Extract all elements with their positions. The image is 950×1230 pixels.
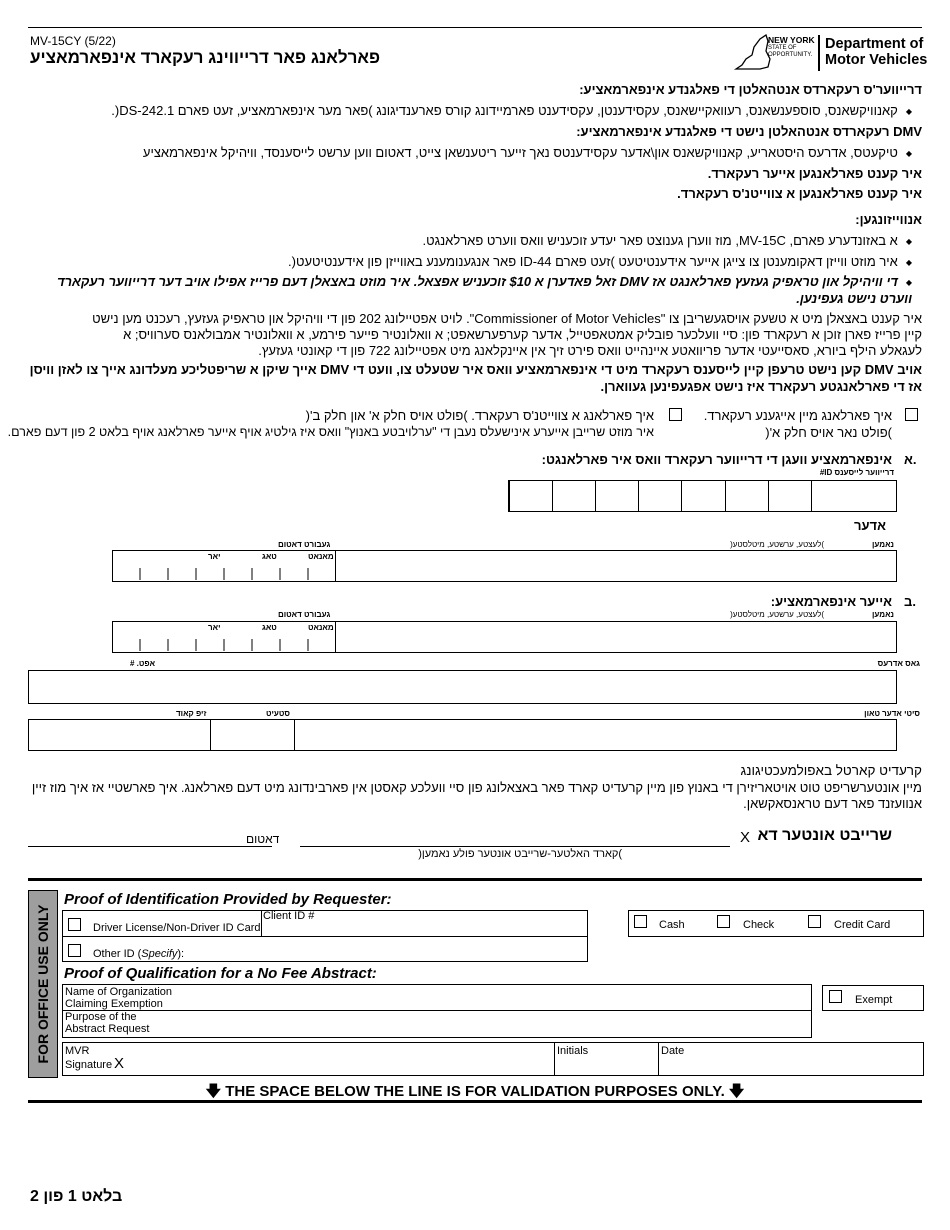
b-dob-label: געבורט דאטום: [278, 610, 331, 619]
check-label: Check: [743, 919, 775, 931]
license-option-checkbox[interactable]: [68, 918, 81, 931]
form-number: MV-15CY (5/22): [30, 34, 116, 48]
mvr-label: MVR: [65, 1045, 90, 1057]
office-date-label: Date: [661, 1045, 685, 1057]
other-id-label-start: Other ID (: [93, 948, 142, 960]
license-id-field[interactable]: [508, 480, 897, 512]
form-title: פארלאנג פאר דרייווינג רעקארד אינפארמאציע: [30, 48, 381, 67]
payment-line1: איר קענט באצאלן מיט א טשעק אויסגעשריבן צו "Commissioner of Motor Vehicles". לויט אפטיילונג 202 פון די וויהיקל און טראפיק געזעץ, רעכנט מען נישט: [92, 311, 922, 326]
cash-checkbox[interactable]: [634, 915, 647, 928]
check-checkbox[interactable]: [717, 915, 730, 928]
other-id-specify: Specify: [141, 948, 178, 960]
down-arrow-icon: 🡇: [205, 1083, 222, 1100]
credit-heading: קרעדיט קארטל באפולמעכטיגונג: [740, 763, 922, 778]
dmv-record-bullet: ◆ טיקעטס, אדרעס היסטאריע, קאנוויקשאנס און\אדער עקסידענטס נאך זייער ריטענשאן צייט, דאטום ווען ערשט לייסענסד, וויהיקל אינפארמאציע: [143, 145, 912, 160]
other-id-label-end: ):: [177, 948, 185, 960]
validation-rule: [28, 1100, 922, 1103]
proof-id-heading: Proof of Identification Provided by Requester:: [64, 891, 392, 908]
logo-department: [825, 36, 927, 68]
office-use-label: FOR OFFICE USE ONLY: [35, 904, 51, 1064]
credit-card-checkbox[interactable]: [808, 915, 821, 928]
logo-dept-line2: Motor Vehicles: [825, 52, 928, 68]
credit-text-line1: מיין אונטערשריפט טוט אויטאריזירן די באנוץ פון מיין קרעדיט קארד פאר באצאלונג פון סיי וועלכע קאסטן אין פארבינדונג מיט דעם פארלאנג. איך פארשטיי אז איך מוז זיין: [31, 780, 922, 795]
section-a-heading: אינפארמאציע וועגן די דרייווער רעקארד וואס איר פארלאנגט:: [541, 452, 892, 467]
other-id-label: [93, 948, 184, 960]
top-rule: [28, 27, 922, 28]
logo-state-line3: OPPORTUNITY.: [768, 52, 813, 58]
other-record-checkbox[interactable]: [669, 408, 682, 421]
a-name-label: נאמען: [872, 540, 894, 549]
state-label: סטעיט: [266, 709, 290, 718]
section-b-letter: ב.: [904, 594, 916, 609]
office-top-rule: [28, 878, 922, 881]
org-label-line2: Claiming Exemption: [65, 998, 163, 1010]
license-option-label: Driver License/Non-Driver ID Card: [93, 922, 261, 934]
b-month-label: מאנאט: [308, 623, 334, 632]
other-record-line: איר קענט פארלאנגען א צווייטנ'ס רעקארד.: [677, 186, 922, 201]
apt-label: אפט. #: [130, 659, 156, 668]
mvr-signature-field: [62, 1042, 924, 1076]
a-dob-label: געבורט דאטום: [278, 540, 331, 549]
own-record-choice-line1: איך פארלאנג מיין אייגענע רעקארד.: [703, 408, 892, 423]
logo-divider: [818, 35, 820, 71]
instructions-heading: אנווייזונגען:: [855, 212, 922, 227]
instruction-1: ◆ א באזונדערע פארם, MV-15C, מוז ווערן גענוצט פאר יעדע זוכעניש וואס ווערט פארלאנגט.: [423, 233, 912, 248]
zip-label: זיפ קאוד: [176, 709, 207, 718]
org-label: [65, 986, 172, 1010]
validation-notice-text: THE SPACE BELOW THE LINE IS FOR VALIDATION PURPOSES ONLY.: [225, 1083, 725, 1100]
sign-x-mark: X: [740, 829, 751, 846]
purpose-label: [65, 1011, 149, 1035]
license-id-label: דרייווער לייסענס ID#: [819, 468, 894, 477]
office-x-mark: X: [114, 1055, 125, 1072]
proof-no-fee-heading: Proof of Qualification for a No Fee Abstract:: [64, 965, 377, 982]
other-id-checkbox[interactable]: [68, 944, 81, 957]
city-label: סיטי אדער טאון: [864, 709, 920, 718]
credit-text-line2: אנוועזנד פאר דעם טראנסאקשאן.: [743, 796, 922, 811]
section-b-heading: אייער אינפארמאציע:: [770, 594, 892, 609]
initials-label: Initials: [557, 1045, 589, 1057]
a-name-hint: )לעצטע, ערשטע, מיטלסטע(: [730, 540, 824, 549]
driver-record-heading: דרייווער'ס רעקארדס אנטהאלטן די פאלגנדע אינפארמאציע:: [579, 82, 922, 97]
own-record-line: איר קענט פארלאנגען אייער רעקארד.: [707, 166, 922, 181]
city-state-zip-field[interactable]: [28, 719, 897, 751]
b-day-label: טאג: [262, 623, 277, 632]
instruction-2: ◆ איר מוזט ווייזן דאקומענטן צו צייגן אייער אידענטיטעט )זעט פארם ID-44 פאר אנגענומענע באווייזן פון אידענטיטעט(.: [288, 254, 912, 269]
purpose-label-line2: Abstract Request: [65, 1023, 150, 1035]
exempt-label: Exempt: [855, 994, 893, 1006]
b-dob-ticks: [112, 621, 334, 651]
b-name-hint: )לעצטע, ערשטע, מיטלסטע(: [730, 610, 824, 619]
a-month-label: מאנאט: [308, 552, 334, 561]
or-heading: אדער: [854, 518, 886, 533]
dmv-record-heading: DMV רעקארדס אנטהאלטן נישט די פאלגנדע אינפארמאציע:: [576, 124, 922, 139]
warning-line1: אויב DMV קען נישט טרעפן קיין לייסענס רעקארד מיט די אינפארמאציע וואס איר שטעלט צו, וועט די DMV אייך שיקן א שריפטליכע מעלדונג אייך צו לאזן וויסן: [29, 362, 922, 377]
instruction-3-line2: ווערט נישט געפינען.: [796, 291, 912, 306]
logo-state-line2: STATE OF: [768, 45, 797, 51]
payment-line2: קיין פרייז פארן זוכן א רעקארד פון: סיי וועלכער פובליק אמטאפטייל, אדער קערפערשאפט; א וואלונטיר פייער פירמע, א וואלונטיר אמבולאנס סערוויס; א: [123, 327, 922, 342]
own-record-choice-line2: )פולט נאר אויס חלק א'(: [765, 425, 892, 440]
logo-state-text: [768, 36, 815, 59]
signature-line[interactable]: [300, 846, 730, 847]
org-label-line1: Name of Organization: [65, 986, 172, 998]
cash-label: Cash: [659, 919, 685, 931]
section-a-letter: א.: [904, 452, 917, 467]
logo-state-line1: NEW YORK: [768, 35, 815, 45]
driver-record-bullet: ◆ קאנוויקשאנס, סוספענשאנס, רעוואקיישאנס, עקסידענטן, עקסידענט פארמיידונג קורס פארענדיגונג )פאר מער אינפארמאציע, זעט פארם DS-242.1(.: [111, 103, 912, 118]
a-year-label: יאר: [208, 552, 221, 561]
street-address-field[interactable]: [28, 670, 897, 704]
a-day-label: טאג: [262, 552, 277, 561]
sign-here-label: שרייבט אונטער דא: [757, 827, 892, 844]
down-arrow-icon-right: 🡇: [728, 1083, 745, 1100]
sign-hint: )קארד האלטער-שרייבט אונטער פולע נאמען(: [418, 848, 622, 860]
street-address-label: גאס אדרעס: [877, 659, 920, 668]
a-dob-ticks: [112, 550, 334, 580]
b-name-label: נאמען: [872, 610, 894, 619]
payment-line3: לעגאלע הילף ביורא, סאסייעטי אדער פריוואטע איינהייט וואס פירט זיך אין איינקלאנג מיט אפטיילונג 722 פון די קאונטי געזעץ.: [258, 343, 922, 358]
credit-card-label: Credit Card: [834, 919, 891, 931]
other-record-choice-line1: איך פארלאנג א צווייטנ'ס רעקארד. )פולט אויס חלק א' און חלק ב'(: [305, 408, 654, 423]
dmv-logo: [732, 31, 928, 73]
date-label: דאטום: [246, 832, 280, 846]
client-id-label: Client ID #: [263, 910, 315, 922]
other-record-choice-line2: איר מוזט שרייבן אייערע אינישעלס נעבן די "ערלויבטע באנוץ" וואס איז גילטיג אויף אייער פארלאנג אויף בלאט 2 פון דעם פארם.: [7, 425, 654, 439]
warning-line2: אז די פארלאנגטע רעקארד איז נישט אפגעפינען געווארן.: [600, 379, 922, 394]
instruction-3-line1: ◆ די וויהיקל און טראפיק געזעץ פארלאנגט אז DMV זאל פאדערן א $10 זוכעניש אפצאל. איר מוזט באצאלן דעם פרייז אפילו אויב דער דרייווער רעקארד: [57, 274, 912, 289]
own-record-checkbox[interactable]: [905, 408, 918, 421]
page-number: בלאט 1 פון 2: [30, 1188, 123, 1205]
org-purpose-field: [62, 984, 812, 1038]
date-line[interactable]: [28, 846, 272, 847]
signature-label: Signature: [65, 1059, 113, 1071]
purpose-label-line1: Purpose of the: [65, 1011, 137, 1023]
office-use-band: [28, 890, 58, 1078]
exempt-checkbox[interactable]: [829, 990, 842, 1003]
b-year-label: יאר: [208, 623, 221, 632]
logo-dept-line1: Department of: [825, 36, 924, 52]
